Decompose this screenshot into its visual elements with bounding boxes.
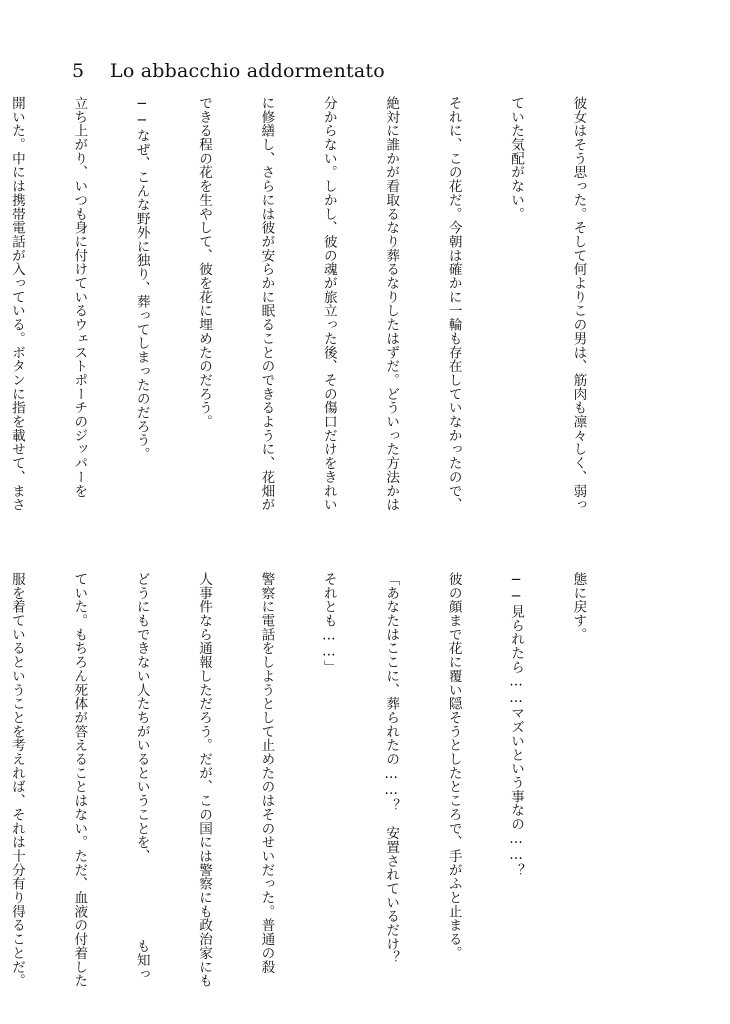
text-line: ていた気配がない。: [508, 96, 525, 221]
text-line: 分からない。しかし、彼の魂が旅立った後、その傷口だけをきれい: [320, 96, 337, 512]
text-line: 彼の顔まで花に覆い隠そうとしたところで、手がふと止まる。: [445, 572, 462, 960]
book-title: Lo abbacchio addormentato: [110, 60, 385, 82]
text-line: ──見られたら……マズいという事なの……？: [508, 572, 525, 878]
text-line: 立ち上がり、いつも身に付けているウェストポーチのジッパーを: [71, 96, 88, 498]
text-line: に修繕し、さらには彼が安らかに眠ることのできるように、花畑が: [258, 96, 275, 512]
upper-text-column: [0, 96, 630, 516]
text-line: 態に戻す。: [570, 572, 587, 642]
text-line: 絶対に誰かが看取るなり葬るなりしたはずだ。どういった方法かは: [383, 96, 400, 512]
lower-text-column: [0, 572, 630, 988]
text-line: ていた。もちろん死体が答えることはない。ただ、血液の付着した: [71, 572, 88, 988]
text-line: できる程の花を生やして、彼を花に埋めたのだろう。: [196, 96, 213, 429]
text-line: 「あなたはここに、葬られたの……？ 安置されているだけ？: [383, 572, 400, 965]
page-header: [72, 60, 385, 84]
text-line: 服を着ているということを考えれば、それは十分有り得ることだ。: [8, 572, 25, 988]
text-line: それに、この花だ。今朝は確かに一輪も存在していなかったので、: [445, 96, 462, 512]
text-line: ──なぜ、こんな野外に独り、葬ってしまったのだろう。: [133, 96, 150, 461]
page-number: 5: [72, 60, 85, 82]
text-line: 開いた。中には携帯電話が入っている。ボタンに指を載せて、まさ: [8, 96, 25, 512]
text-line: 彼女はそう思った。そして何よりこの男は、筋肉も凛々しく、弱っ: [570, 96, 587, 512]
text-line: 人事件なら通報しただろう。だが、この国には警察にも政治家にも: [196, 572, 213, 988]
text-line: それとも……」: [320, 572, 337, 674]
text-line: 警察に電話をしようとして止めたのはそのせいだった。普通の殺: [258, 572, 275, 974]
text-line: どうにもできない人たちがいるということを、 も知っ: [133, 572, 150, 981]
